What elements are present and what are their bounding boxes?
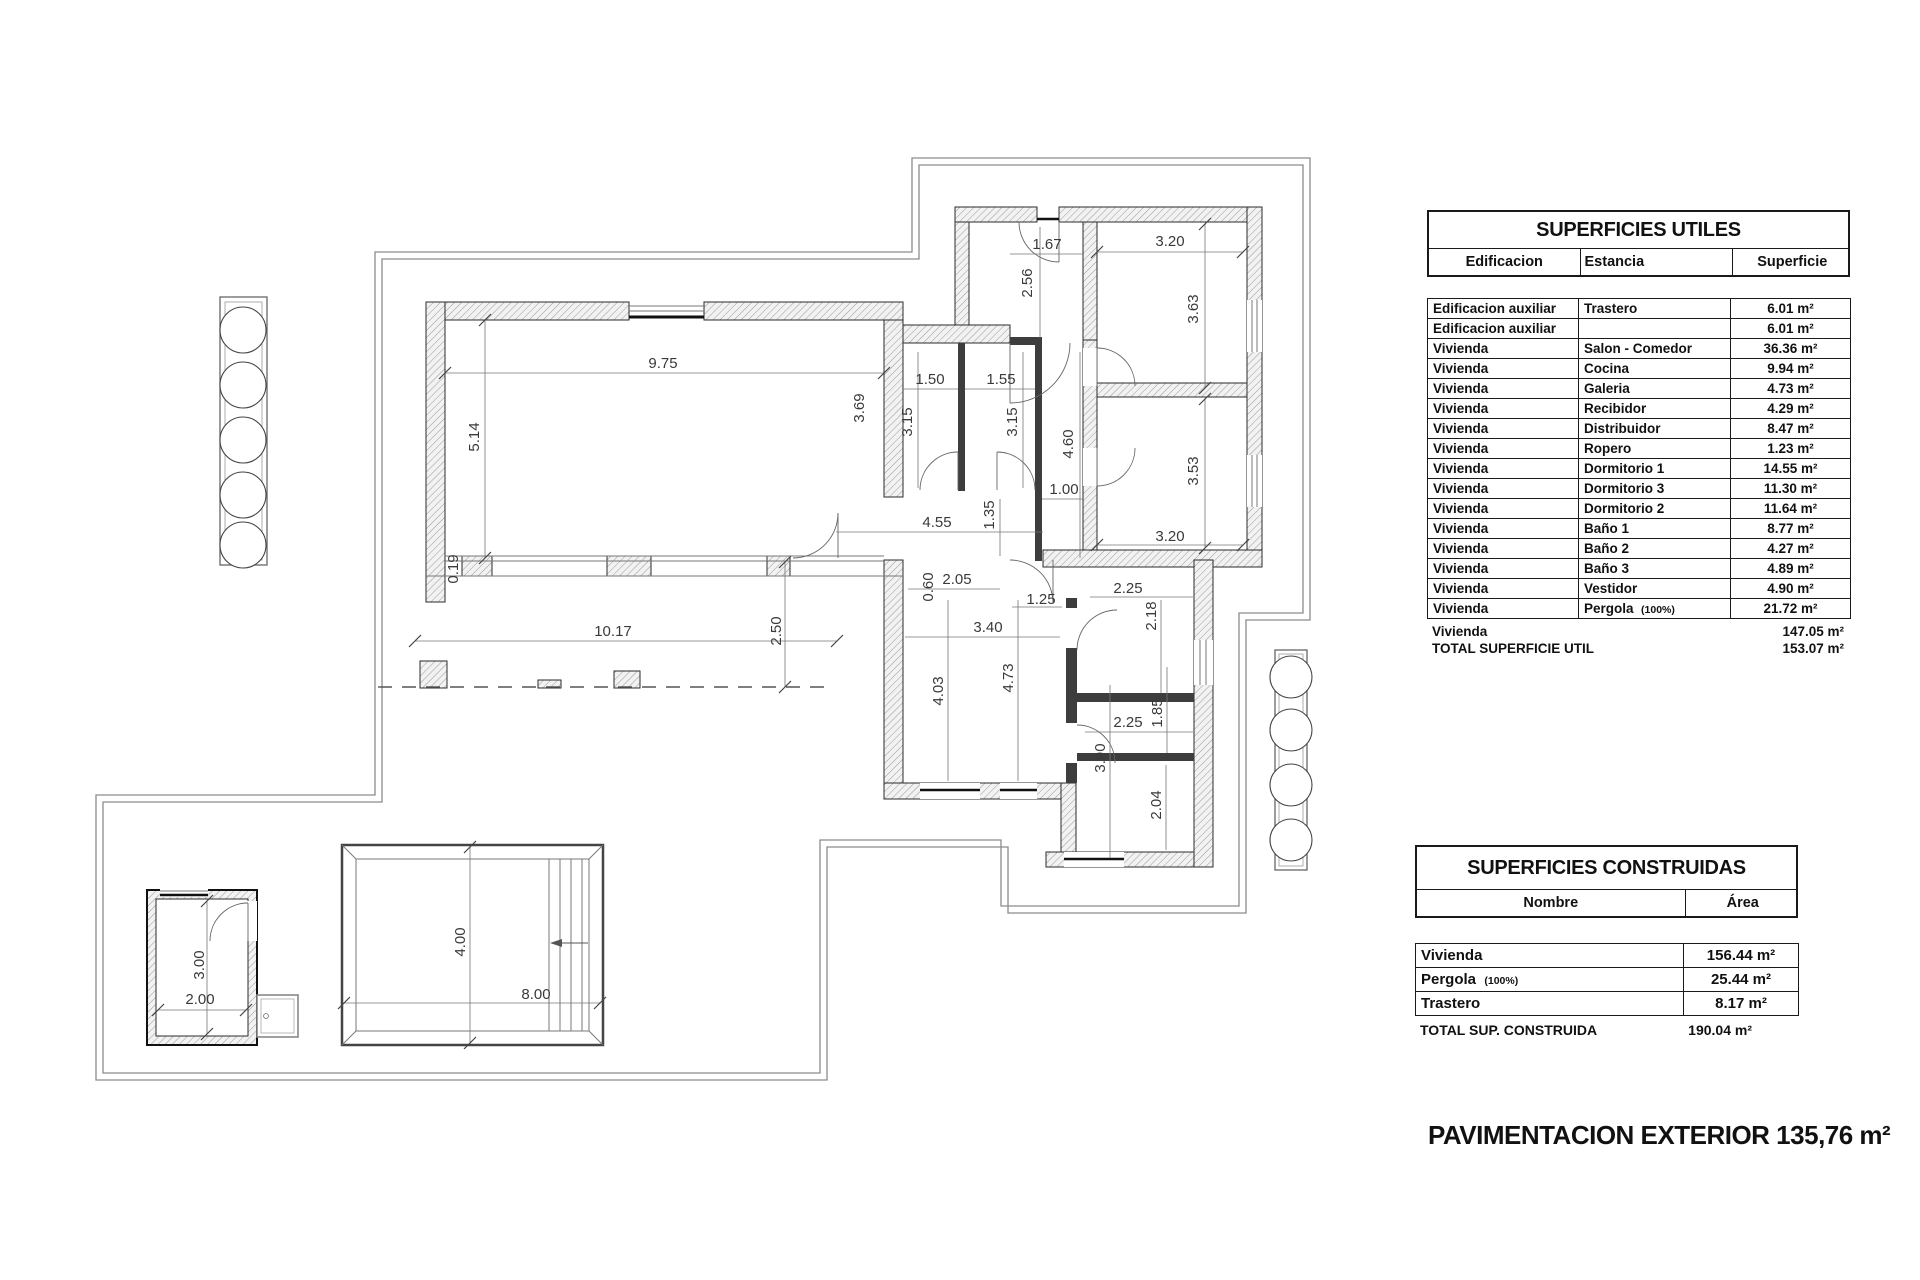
- table-row: Vivienda Ropero 1.23 m²: [1428, 439, 1851, 459]
- table-row: Vivienda Galeria 4.73 m²: [1428, 379, 1851, 399]
- dim-label: 0.19: [445, 554, 462, 584]
- dim-label: 1.85: [1149, 698, 1166, 728]
- dim-label: 2.56: [1019, 268, 1036, 298]
- table-row: Pergola (100%) 25.44 m²: [1416, 968, 1799, 992]
- table-title: SUPERFICIES UTILES: [1429, 212, 1848, 249]
- dim-label: 3.63: [1185, 294, 1202, 324]
- table-row: Vivienda Vestidor 4.90 m²: [1428, 579, 1851, 599]
- dim-label: 3.53: [1185, 456, 1202, 486]
- dim-label: 3.20: [1155, 233, 1185, 250]
- dim-label: 3.15: [899, 407, 916, 437]
- dim-label: 4.00: [452, 927, 469, 957]
- dim-label: 0.60: [920, 572, 937, 602]
- table-row: Vivienda Baño 1 8.77 m²: [1428, 519, 1851, 539]
- dim-label: 8.00: [521, 986, 551, 1003]
- dim-label: 9.75: [648, 355, 678, 372]
- table-row: Vivienda 156.44 m²: [1416, 944, 1799, 968]
- dim-label: 4.60: [1060, 429, 1077, 459]
- dim-label: 3.15: [1004, 407, 1021, 437]
- total-row: TOTAL SUP. CONSTRUIDA 190.04 m²: [1420, 1022, 1752, 1038]
- dim-label: 2.04: [1148, 790, 1165, 820]
- dim-label: 2.25: [1113, 714, 1143, 731]
- dim-label: 5.14: [466, 422, 483, 452]
- table-header: [1429, 249, 1852, 275]
- table-row: Vivienda Baño 2 4.27 m²: [1428, 539, 1851, 559]
- table-row: Vivienda Dormitorio 3 11.30 m²: [1428, 479, 1851, 499]
- table-row: Vivienda Baño 3 4.89 m²: [1428, 559, 1851, 579]
- table-header: [1417, 890, 1800, 916]
- table-row: Vivienda Cocina 9.94 m²: [1428, 359, 1851, 379]
- dim-label: 4.73: [1000, 663, 1017, 693]
- dim-label: 2.18: [1143, 601, 1160, 631]
- table-row: Trastero 8.17 m²: [1416, 992, 1799, 1016]
- table-superficies-utiles: [1427, 210, 1850, 656]
- summary-row: TOTAL SUPERFICIE UTIL 153.07 m²: [1432, 641, 1844, 656]
- pergola-note: (100%): [1641, 604, 1675, 616]
- dim-label: 3.20: [1155, 528, 1185, 545]
- dim-label: 4.55: [922, 514, 952, 531]
- table-row: Vivienda Recibidor 4.29 m²: [1428, 399, 1851, 419]
- dim-label: 1.35: [981, 500, 998, 530]
- dim-label: 10.17: [594, 623, 632, 640]
- dim-label: 4.03: [930, 676, 947, 706]
- dim-label: 2.50: [768, 616, 785, 646]
- pavimentacion-exterior-label: PAVIMENTACION EXTERIOR 135,76 m²: [1428, 1120, 1891, 1150]
- dim-label: 2.25: [1113, 580, 1143, 597]
- table-row: Vivienda Distribuidor 8.47 m²: [1428, 419, 1851, 439]
- table-row: Vivienda Pergola (100%) 21.72 m²: [1428, 599, 1851, 619]
- dim-label: 1.00: [1049, 481, 1079, 498]
- table-row: Vivienda Salon - Comedor 36.36 m²: [1428, 339, 1851, 359]
- table-row: Vivienda Dormitorio 2 11.64 m²: [1428, 499, 1851, 519]
- table-body: [1427, 298, 1851, 619]
- dim-label: 3.40: [973, 619, 1003, 636]
- table-title: SUPERFICIES CONSTRUIDAS: [1417, 847, 1796, 890]
- column-header: Superficie: [1732, 249, 1852, 275]
- dim-label: 2.05: [942, 571, 972, 588]
- dim-label: 3.00: [191, 950, 208, 980]
- dim-label: 1.55: [986, 371, 1016, 388]
- column-header: Estancia: [1580, 249, 1732, 275]
- dim-label: 1.50: [915, 371, 945, 388]
- table-row: Edificacion auxiliar Trastero 6.01 m²: [1428, 299, 1851, 319]
- dim-label: 2.00: [185, 991, 215, 1008]
- dim-label: 3.90: [1092, 743, 1109, 773]
- dim-label: 1.25: [1026, 591, 1056, 608]
- column-header: Edificacion: [1465, 254, 1543, 270]
- table-body: [1415, 943, 1799, 1016]
- column-header: Área: [1685, 890, 1800, 916]
- column-header: Nombre: [1523, 895, 1579, 911]
- dim-label: 1.67: [1032, 236, 1062, 253]
- table-row: Edificacion auxiliar 6.01 m²: [1428, 319, 1851, 339]
- pergola-note: (100%): [1484, 975, 1519, 987]
- dim-label: 3.69: [851, 393, 868, 423]
- summary-row: Vivienda 147.05 m²: [1432, 624, 1844, 639]
- table-row: Vivienda Dormitorio 1 14.55 m²: [1428, 459, 1851, 479]
- table-superficies-construidas: [1415, 845, 1798, 1038]
